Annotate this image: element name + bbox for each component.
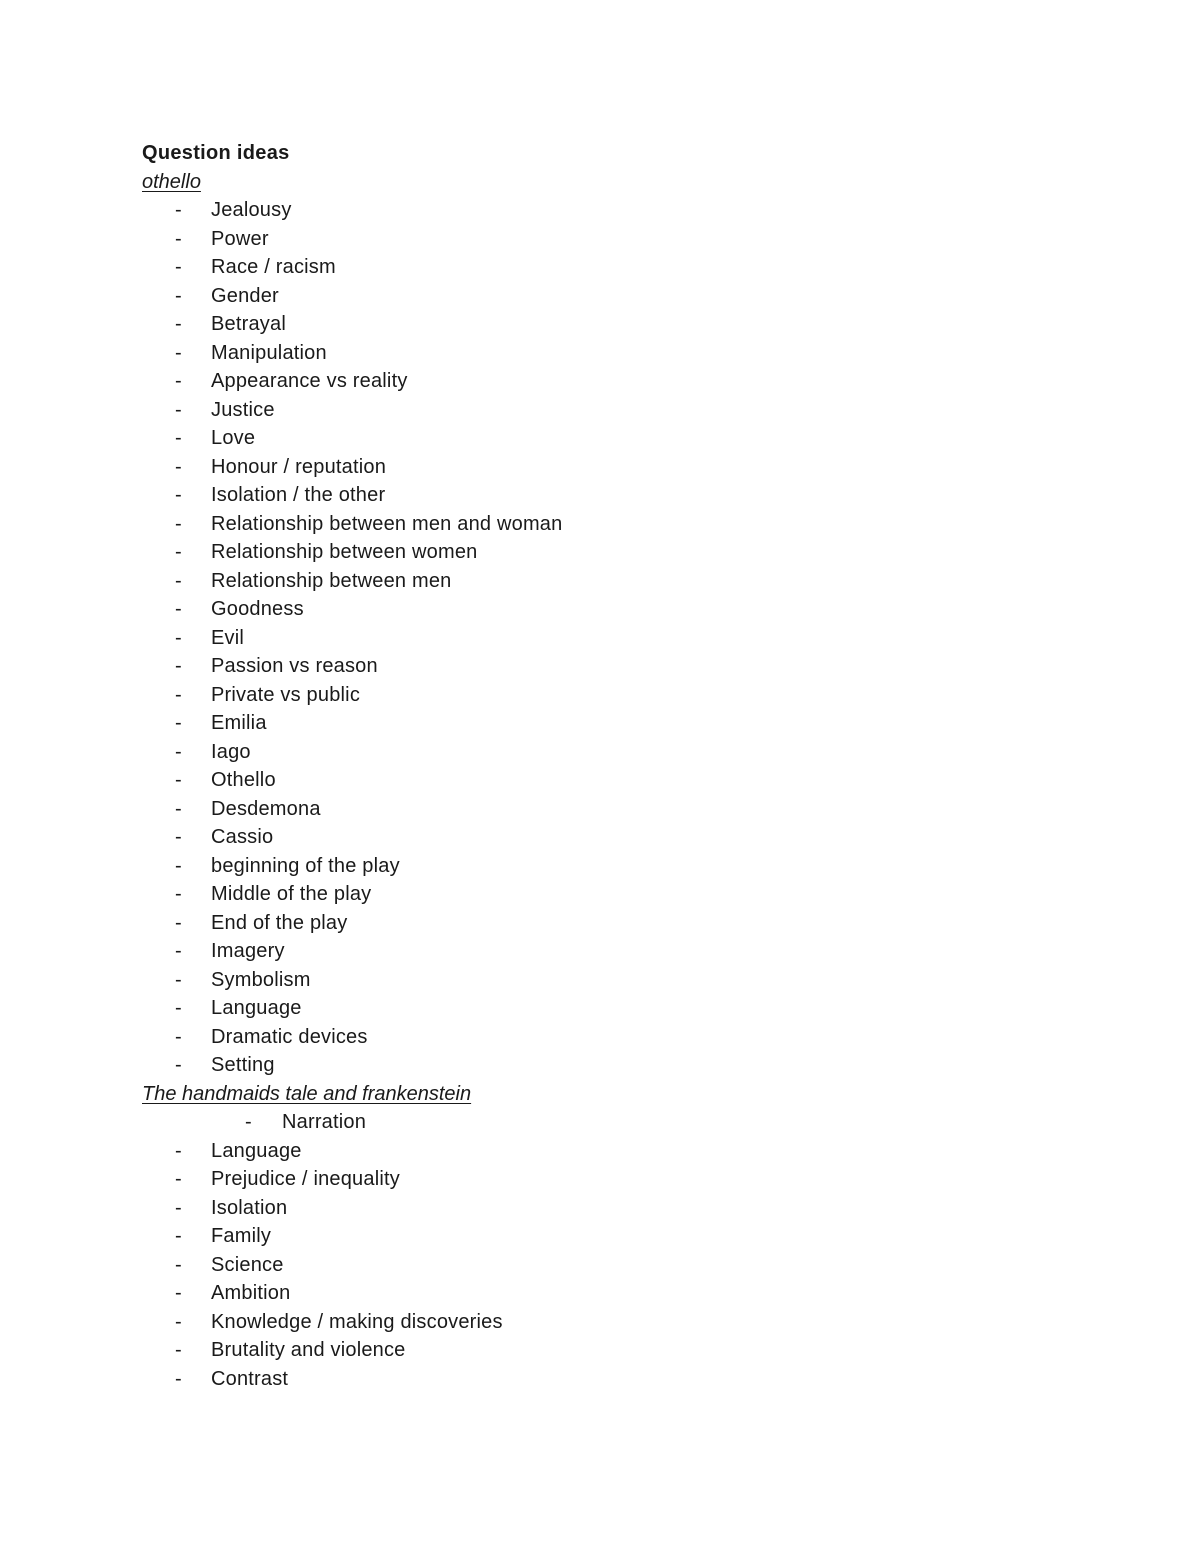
list-item: [142, 367, 1042, 396]
list-item-label: Relationship between men: [211, 569, 452, 592]
list-item-label: Knowledge / making discoveries: [211, 1310, 503, 1333]
list-item: [142, 766, 1042, 795]
list-item: [142, 709, 1042, 738]
list-item-label: Language: [211, 1139, 302, 1162]
bullet-dash: -: [245, 1111, 252, 1133]
list-item: [142, 538, 1042, 567]
list-item: [142, 1194, 1042, 1223]
list-item-label: Middle of the play: [211, 883, 372, 905]
list-item-label: Setting: [211, 1054, 275, 1076]
bullet-dash: -: [175, 911, 182, 934]
bullet-dash: -: [175, 284, 182, 307]
bullet-dash: -: [175, 227, 182, 250]
bullet-dash: -: [175, 541, 182, 563]
list-item-label: beginning of the play: [211, 854, 400, 877]
bullet-dash: -: [175, 655, 182, 677]
list-item-label: Manipulation: [211, 341, 327, 364]
list-item: [142, 1308, 1042, 1337]
list-item-label: Desdemona: [211, 797, 321, 820]
list-item-label: Love: [211, 427, 256, 449]
bullet-dash: -: [175, 256, 182, 278]
list-item-label: Symbolism: [211, 968, 311, 991]
list-item: [142, 424, 1042, 453]
list-item: [142, 738, 1042, 767]
bullet-dash: -: [175, 769, 182, 791]
list-item-label: Appearance vs reality: [211, 370, 408, 392]
list-item: [142, 1137, 1042, 1166]
bullet-dash: -: [175, 1310, 182, 1333]
list-item-label: Imagery: [211, 940, 285, 962]
bullet-dash: -: [175, 797, 182, 820]
bullet-dash: -: [175, 1253, 182, 1276]
list-item: [142, 1165, 1042, 1194]
list-item-label: Isolation / the other: [211, 484, 386, 506]
bullet-dash: -: [175, 940, 182, 962]
list-item: [142, 1222, 1042, 1251]
bullet-dash: -: [175, 854, 182, 877]
list-item: [142, 310, 1042, 339]
list-item: [142, 595, 1042, 624]
bullet-dash: -: [175, 968, 182, 991]
list-item-label: Race / racism: [211, 256, 336, 278]
list-item: [142, 681, 1042, 710]
list-item-label: Brutality and violence: [211, 1339, 406, 1361]
bullet-dash: -: [175, 598, 182, 620]
list-item-label: Family: [211, 1225, 272, 1247]
list-item: [142, 225, 1042, 254]
bullet-dash: -: [175, 341, 182, 364]
bullet-dash: -: [175, 626, 182, 649]
list-item-label: Passion vs reason: [211, 655, 378, 677]
list-item: [142, 1023, 1042, 1052]
list-item-label: Contrast: [211, 1367, 289, 1390]
bullet-dash: -: [175, 1282, 182, 1304]
bullet-dash: -: [175, 512, 182, 535]
list-item: [142, 880, 1042, 909]
bullet-dash: -: [175, 883, 182, 905]
list-item: [142, 282, 1042, 311]
bullet-dash: -: [175, 1168, 182, 1190]
list-item: [142, 253, 1042, 282]
bullet-dash: -: [175, 826, 182, 848]
list-item-label: Emilia: [211, 712, 267, 734]
list-item: [142, 510, 1042, 539]
list-item-label: Prejudice / inequality: [211, 1168, 400, 1190]
list-item-label: Goodness: [211, 598, 304, 620]
list-item: [142, 966, 1042, 995]
bullet-dash: -: [175, 1054, 182, 1076]
list-item-label: Othello: [211, 769, 276, 791]
list-item-label: Cassio: [211, 826, 274, 848]
list-item-label: Honour / reputation: [211, 455, 387, 478]
list-item-label: Private vs public: [211, 683, 361, 706]
list-item: [142, 481, 1042, 510]
bullet-dash: -: [175, 1225, 182, 1247]
bullet-dash: -: [175, 740, 182, 763]
list-item-label: Gender: [211, 284, 279, 307]
list-item: [142, 453, 1042, 482]
list-item-label: Iago: [211, 740, 251, 763]
bullet-dash: -: [175, 427, 182, 449]
bullet-dash: -: [175, 997, 182, 1019]
bullet-dash: -: [175, 1025, 182, 1048]
list-item: [142, 339, 1042, 368]
list-item: [142, 1279, 1042, 1308]
list-item: [142, 1365, 1042, 1394]
list-item: [142, 1251, 1042, 1280]
list-item: [142, 1108, 1042, 1137]
list-item-label: Betrayal: [211, 313, 286, 335]
list-item: [142, 1051, 1042, 1080]
list-item-label: Ambition: [211, 1282, 291, 1304]
list-item: [142, 937, 1042, 966]
bullet-dash: -: [175, 683, 182, 706]
bullet-dash: -: [175, 313, 182, 335]
list-item-label: Evil: [211, 626, 245, 649]
bullet-dash: -: [175, 1139, 182, 1162]
list-item-label: Narration: [282, 1111, 367, 1133]
bullet-dash: -: [175, 569, 182, 592]
list-item-label: Language: [211, 997, 302, 1019]
list-item-label: End of the play: [211, 911, 348, 934]
list-item: [142, 909, 1042, 938]
document-content: [142, 139, 1042, 1393]
document-title: Question ideas: [142, 142, 290, 164]
bullet-dash: -: [175, 199, 182, 221]
list-item-label: Jealousy: [211, 199, 292, 221]
list-item: [142, 624, 1042, 653]
bullet-dash: -: [175, 370, 182, 392]
list-item: [142, 795, 1042, 824]
list-item: [142, 1336, 1042, 1365]
list-item: [142, 994, 1042, 1023]
list-item-label: Relationship between women: [211, 541, 478, 563]
list-item-label: Power: [211, 227, 269, 250]
bullet-dash: -: [175, 398, 182, 421]
list-item: [142, 396, 1042, 425]
bullet-dash: -: [175, 1367, 182, 1390]
list-item-label: Isolation: [211, 1196, 288, 1219]
bullet-dash: -: [175, 712, 182, 734]
list-item-label: Relationship between men and woman: [211, 512, 563, 535]
list-item: [142, 852, 1042, 881]
list-item: [142, 567, 1042, 596]
section-heading: The handmaids tale and frankenstein: [142, 1082, 472, 1105]
list-item: [142, 823, 1042, 852]
bullet-dash: -: [175, 1339, 182, 1361]
section-heading: othello: [142, 170, 201, 193]
list-item: [142, 196, 1042, 225]
list-item: [142, 652, 1042, 681]
bullet-dash: -: [175, 484, 182, 506]
list-item-label: Dramatic devices: [211, 1025, 368, 1048]
list-item-label: Justice: [211, 398, 275, 421]
bullet-dash: -: [175, 1196, 182, 1219]
bullet-dash: -: [175, 455, 182, 478]
list-item-label: Science: [211, 1253, 284, 1276]
